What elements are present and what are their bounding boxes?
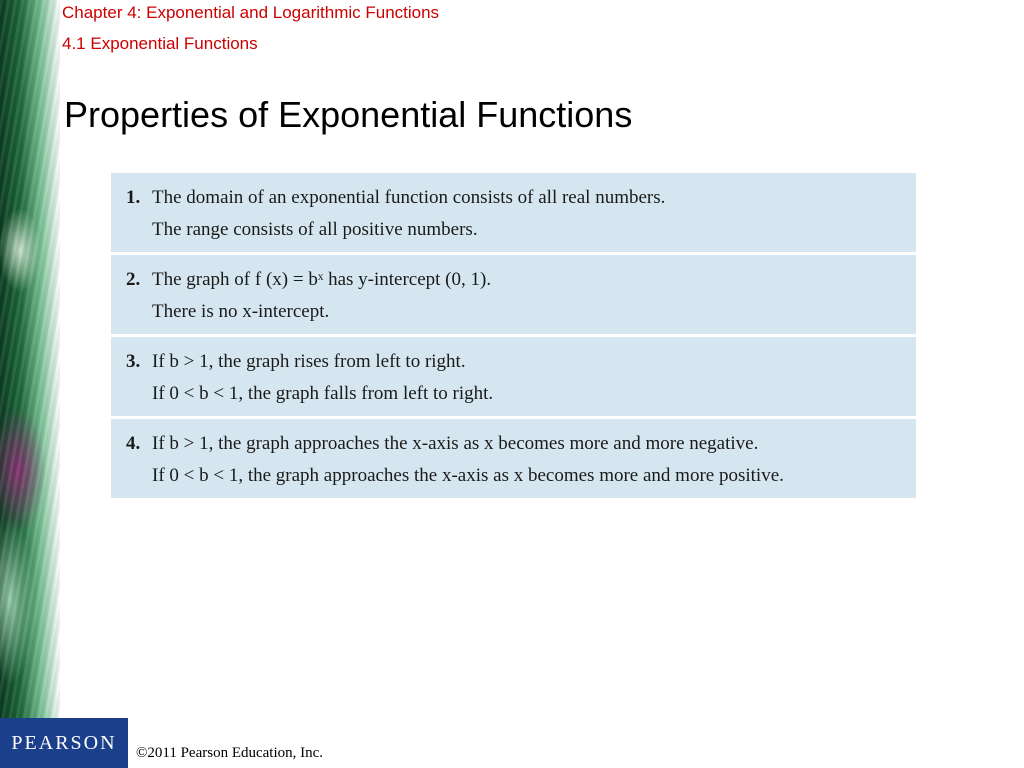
property-line: If b > 1, the graph approaches the x-axis as x becomes more and more negative. [152, 433, 759, 454]
property-line: The range consists of all positive numbers. [152, 219, 478, 240]
property-text [152, 182, 906, 246]
property-text [152, 346, 906, 410]
copyright-notice: ©2011 Pearson Education, Inc. [136, 745, 324, 761]
section-heading: 4.1 Exponential Functions [62, 34, 258, 53]
property-number: 4. [126, 433, 141, 454]
property-number: 2. [126, 269, 141, 290]
property-text [152, 264, 906, 328]
property-number: 3. [126, 351, 141, 372]
pearson-logo: PEARSON [0, 718, 128, 768]
property-row-1 [111, 173, 916, 255]
page-title: Properties of Exponential Functions [64, 94, 633, 135]
properties-table [111, 173, 916, 498]
property-row-3 [111, 337, 916, 419]
property-text [152, 428, 906, 492]
property-row-4 [111, 419, 916, 498]
decorative-side-strip [0, 0, 60, 718]
property-line: The graph of f (x) = bˣ has y-intercept (0, 1). [152, 269, 492, 290]
property-row-2 [111, 255, 916, 337]
property-line: There is no x-intercept. [152, 301, 330, 322]
property-line: If 0 < b < 1, the graph falls from left to right. [152, 383, 494, 404]
property-line: The domain of an exponential function consists of all real numbers. [152, 187, 666, 208]
property-line: If 0 < b < 1, the graph approaches the x-axis as x becomes more and more positive. [152, 465, 784, 486]
property-line: If b > 1, the graph rises from left to right. [152, 351, 466, 372]
chapter-heading: Chapter 4: Exponential and Logarithmic Functions [62, 3, 440, 22]
property-number: 1. [126, 187, 141, 208]
